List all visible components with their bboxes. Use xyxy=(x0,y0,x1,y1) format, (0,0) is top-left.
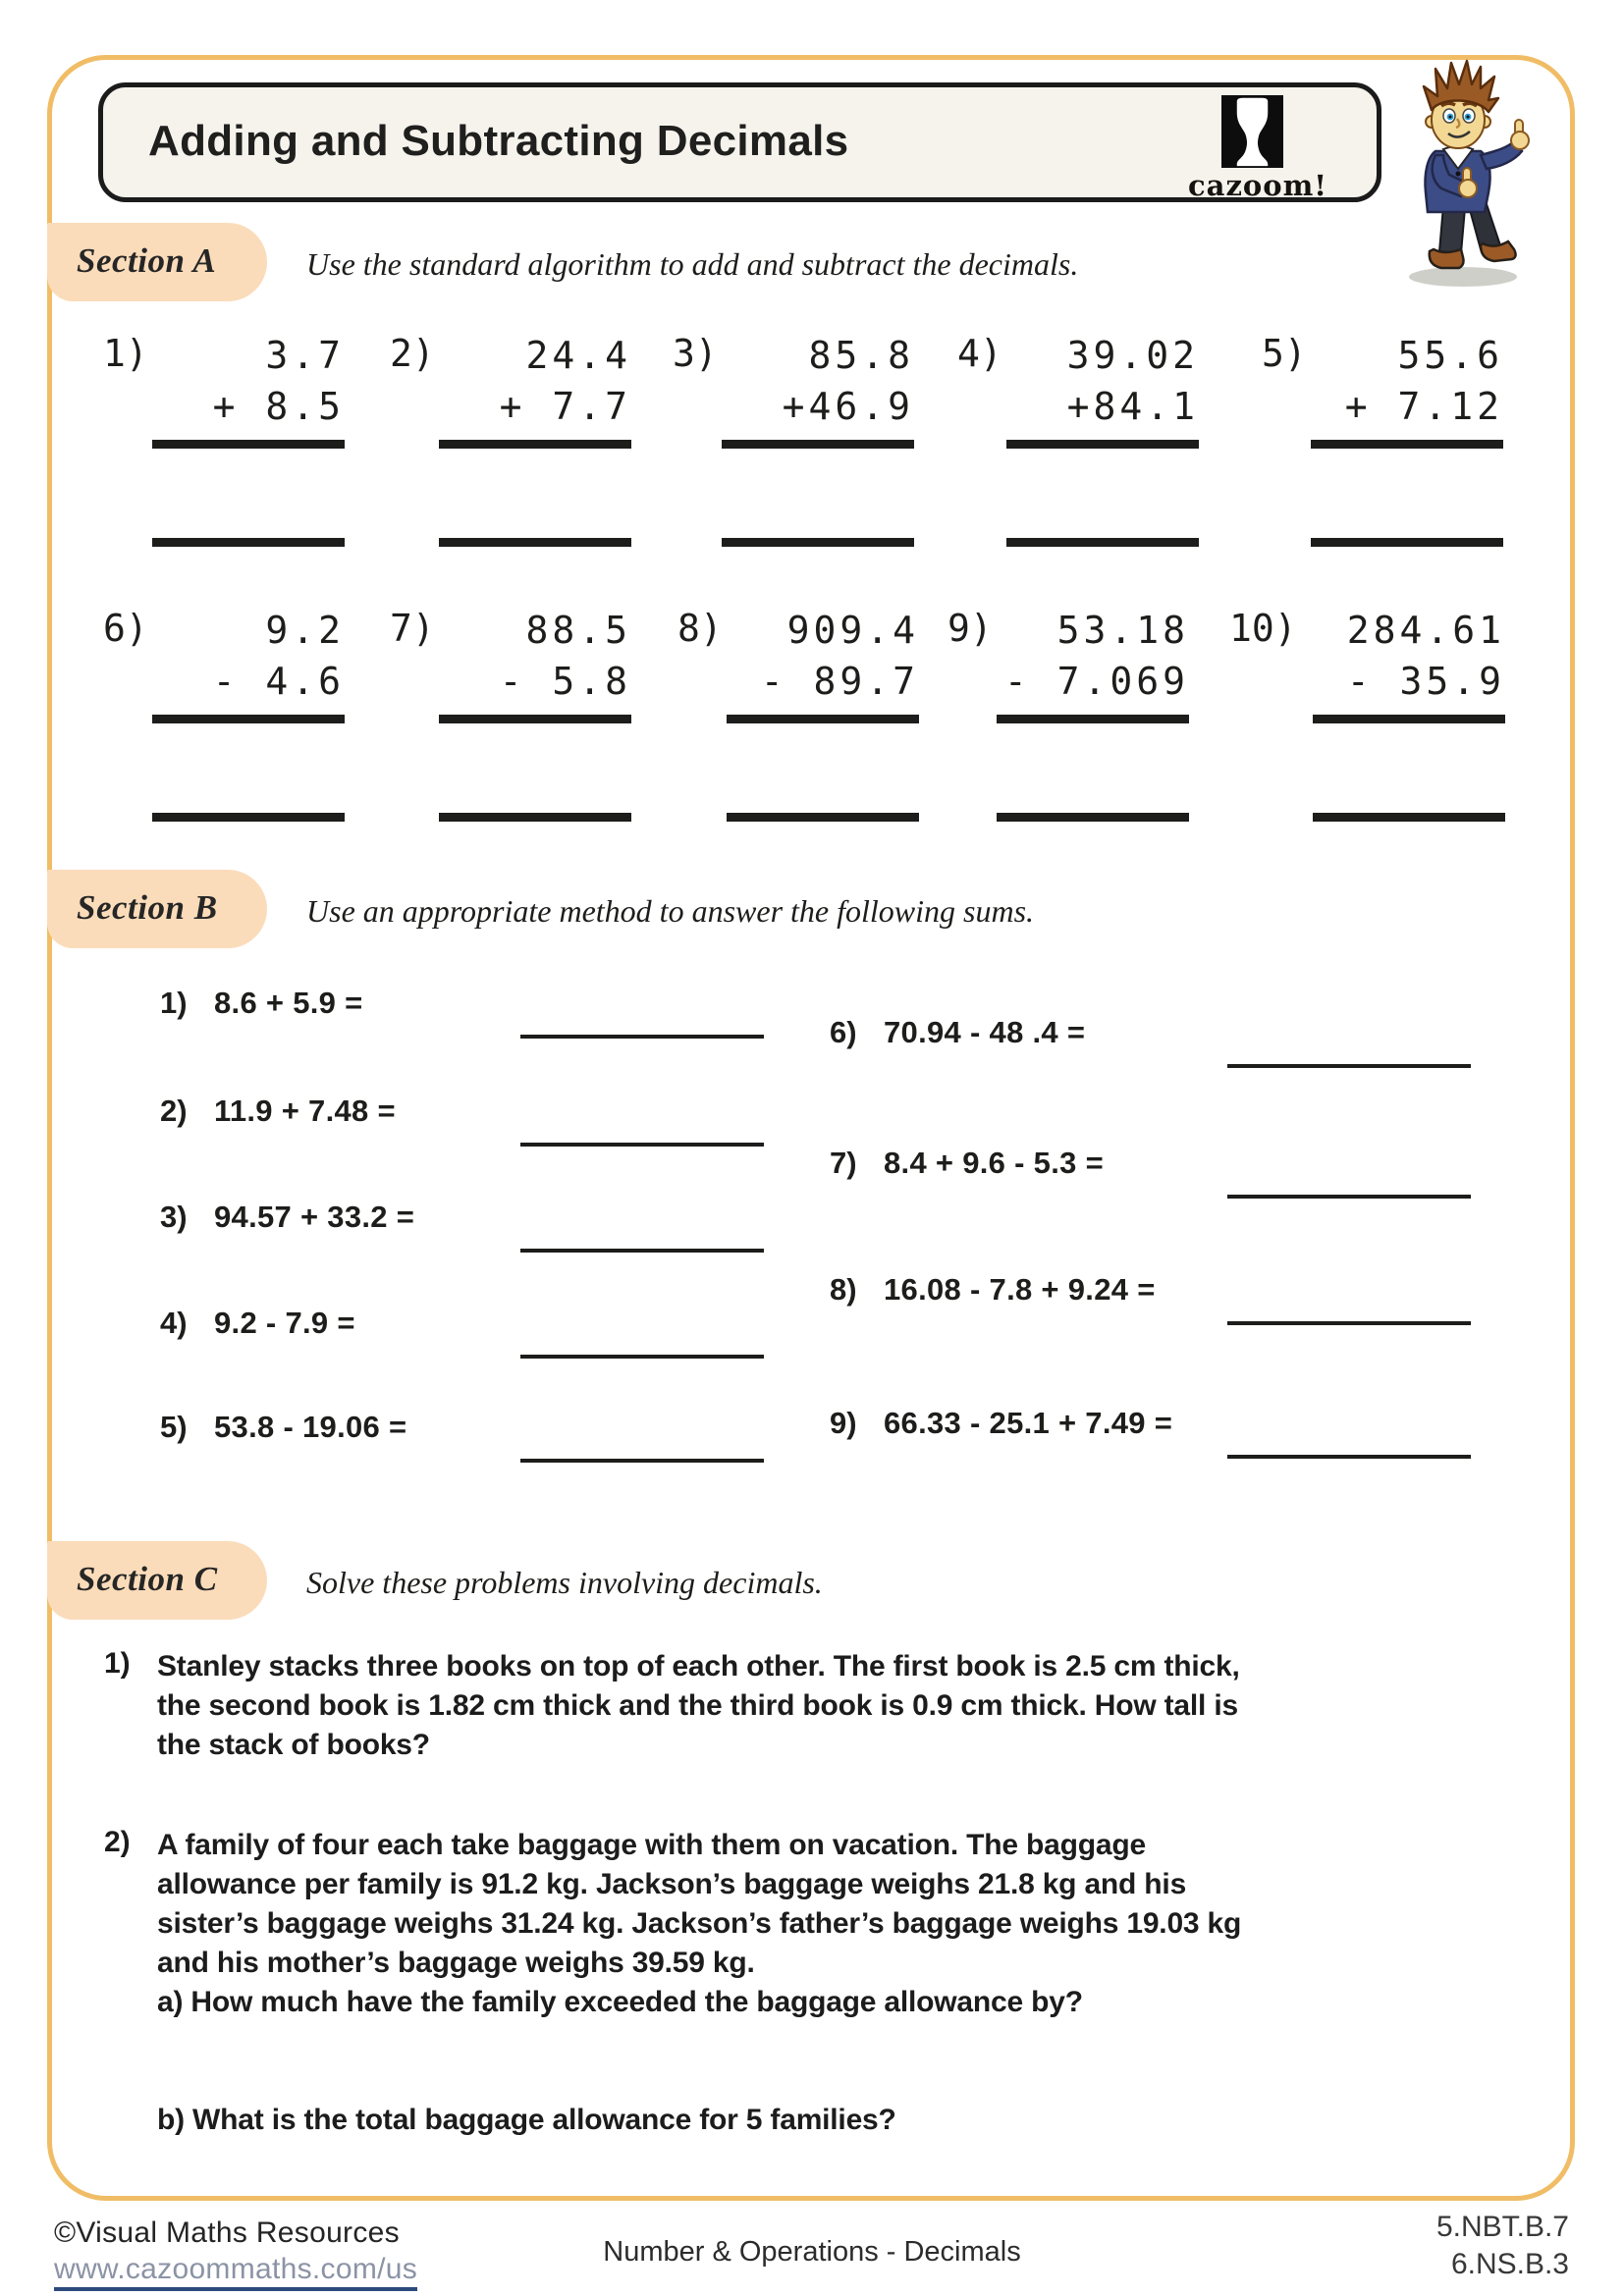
sum-rule xyxy=(152,440,345,449)
problem-number: 4) xyxy=(160,1306,188,1340)
standard-code-1: 5.NBT.B.7 xyxy=(1435,2211,1569,2243)
section-b-label: Section B xyxy=(77,888,218,927)
answer-line xyxy=(1227,1321,1471,1325)
answer-line xyxy=(520,1035,764,1039)
top-operand: 85.8 xyxy=(808,334,914,377)
word-problem-line: Stanley stacks three books on top of each other. The first book is 2.5 cm thick, xyxy=(157,1650,1240,1682)
cazoom-logo xyxy=(1188,95,1328,202)
problem-number: 4) xyxy=(957,332,1002,375)
column-problem-3 xyxy=(673,330,928,558)
mascot-shadow xyxy=(1409,267,1517,287)
bottom-operand: +84.1 xyxy=(1066,385,1199,428)
word-problem-2 xyxy=(157,1826,1241,2022)
word-problem-1 xyxy=(157,1647,1240,1765)
section-b-instruction: Use an appropriate method to answer the following sums. xyxy=(306,893,1035,929)
problem-number: 7) xyxy=(390,607,435,650)
column-problem-10 xyxy=(1229,605,1505,832)
problem-number: 5) xyxy=(160,1410,188,1444)
column-problem-7 xyxy=(390,605,645,832)
expression: 8.4 + 9.6 - 5.3 = xyxy=(884,1146,1104,1180)
page-title: Adding and Subtracting Decimals xyxy=(148,117,849,165)
word-problem-part-a: a) How much have the family exceeded the baggage allowance by? xyxy=(157,1986,1083,2018)
expression: 11.9 + 7.48 = xyxy=(214,1094,396,1128)
top-operand: 39.02 xyxy=(1066,334,1199,377)
answer-line xyxy=(439,813,631,822)
top-operand: 88.5 xyxy=(525,609,631,652)
expression: 16.08 - 7.8 + 9.24 = xyxy=(884,1272,1156,1307)
bottom-operand: + 7.12 xyxy=(1344,385,1503,428)
column-problem-9 xyxy=(947,605,1203,832)
answer-line xyxy=(727,813,919,822)
problem-number: 2) xyxy=(104,1826,131,1858)
answer-line xyxy=(1313,813,1505,822)
problem-number: 9) xyxy=(947,607,993,650)
column-problem-2 xyxy=(390,330,645,558)
word-problem-part-b: b) What is the total baggage allowance for 5 families? xyxy=(157,2104,896,2136)
section-c-label: Section C xyxy=(77,1560,218,1598)
problem-number: 7) xyxy=(830,1146,857,1180)
sum-rule xyxy=(1313,715,1505,723)
problem-number: 5) xyxy=(1262,332,1307,375)
sum-rule xyxy=(722,440,914,449)
top-operand: 53.18 xyxy=(1056,609,1189,652)
section-b-badge xyxy=(47,870,267,948)
column-problem-1 xyxy=(103,330,358,558)
expression: 8.6 + 5.9 = xyxy=(214,986,363,1020)
problem-number: 10) xyxy=(1229,607,1297,650)
problem-number: 9) xyxy=(830,1406,857,1440)
copyright-text: ©Visual Maths Resources xyxy=(54,2216,400,2249)
top-operand: 55.6 xyxy=(1397,334,1503,377)
bottom-operand: - 89.7 xyxy=(760,660,919,703)
top-operand: 3.7 xyxy=(265,334,345,377)
answer-line xyxy=(997,813,1189,822)
drum-icon xyxy=(1221,95,1283,168)
expression: 53.8 - 19.06 = xyxy=(214,1410,407,1444)
problem-number: 6) xyxy=(103,607,148,650)
bottom-operand: + 7.7 xyxy=(499,385,631,428)
answer-line xyxy=(722,538,914,547)
bottom-operand: - 4.6 xyxy=(212,660,345,703)
sum-rule xyxy=(997,715,1189,723)
column-problem-4 xyxy=(957,330,1213,558)
problem-number: 8) xyxy=(830,1272,857,1307)
answer-line xyxy=(1227,1195,1471,1199)
sum-rule xyxy=(1311,440,1503,449)
section-a-badge xyxy=(47,223,267,301)
problem-number: 1) xyxy=(103,332,148,375)
problem-number: 6) xyxy=(830,1015,857,1049)
problem-number: 3) xyxy=(160,1200,188,1234)
top-operand: 24.4 xyxy=(525,334,631,377)
answer-line xyxy=(439,538,631,547)
word-problem-line: and his mother’s baggage weighs 39.59 kg. xyxy=(157,1947,755,1979)
logo-brand-text: cazoom! xyxy=(1188,169,1328,202)
word-problem-line: the stack of books? xyxy=(157,1729,430,1761)
sum-rule xyxy=(152,715,345,723)
problem-number: 2) xyxy=(390,332,435,375)
section-c-badge xyxy=(47,1541,267,1620)
expression: 70.94 - 48 .4 = xyxy=(884,1015,1086,1049)
top-operand: 909.4 xyxy=(786,609,919,652)
bottom-operand: +46.9 xyxy=(782,385,914,428)
sum-rule xyxy=(1006,440,1199,449)
answer-line xyxy=(1006,538,1199,547)
word-problem-line: sister’s baggage weighs 31.24 kg. Jackson’s father’s baggage weighs 19.03 kg xyxy=(157,1907,1242,1940)
section-c-instruction: Solve these problems involving decimals. xyxy=(306,1565,823,1600)
sum-rule xyxy=(727,715,919,723)
section-a-instruction: Use the standard algorithm to add and subtract the decimals. xyxy=(306,246,1079,282)
problem-number: 3) xyxy=(673,332,718,375)
top-operand: 9.2 xyxy=(265,609,345,652)
standard-code-2: 6.NS.B.3 xyxy=(1450,2248,1569,2280)
answer-line xyxy=(1227,1455,1471,1459)
bottom-operand: - 5.8 xyxy=(499,660,631,703)
problem-number: 1) xyxy=(104,1647,131,1680)
top-operand: 284.61 xyxy=(1346,609,1505,652)
expression: 94.57 + 33.2 = xyxy=(214,1200,415,1234)
website-link[interactable]: www.cazoommaths.com/us xyxy=(54,2253,417,2291)
bottom-operand: - 7.069 xyxy=(1003,660,1189,703)
word-problem-line: A family of four each take baggage with them on vacation. The baggage xyxy=(157,1829,1146,1861)
answer-line xyxy=(520,1249,764,1253)
expression: 9.2 - 7.9 = xyxy=(214,1306,355,1340)
answer-line xyxy=(152,813,345,822)
expression: 66.33 - 25.1 + 7.49 = xyxy=(884,1406,1173,1440)
answer-line xyxy=(1311,538,1503,547)
sum-rule xyxy=(439,440,631,449)
word-problem-line: the second book is 1.82 cm thick and the third book is 0.9 cm thick. How tall is xyxy=(157,1689,1238,1722)
problem-number: 2) xyxy=(160,1094,188,1128)
column-problem-5 xyxy=(1262,330,1517,558)
answer-line xyxy=(152,538,345,547)
title-box xyxy=(98,82,1381,202)
bottom-operand: + 8.5 xyxy=(212,385,345,428)
mascot-character xyxy=(1386,57,1542,293)
word-problem-line: allowance per family is 91.2 kg. Jackson’s baggage weighs 21.8 kg and his xyxy=(157,1868,1187,1900)
answer-line xyxy=(520,1143,764,1147)
answer-line xyxy=(1227,1064,1471,1068)
section-a-label: Section A xyxy=(77,241,217,280)
bottom-operand: - 35.9 xyxy=(1346,660,1505,703)
problem-number: 1) xyxy=(160,986,188,1020)
column-problem-8 xyxy=(677,605,933,832)
answer-line xyxy=(520,1355,764,1359)
sum-rule xyxy=(439,715,631,723)
answer-line xyxy=(520,1459,764,1463)
worksheet-topic: Number & Operations - Decimals xyxy=(603,2236,1021,2268)
problem-number: 8) xyxy=(677,607,723,650)
column-problem-6 xyxy=(103,605,358,832)
